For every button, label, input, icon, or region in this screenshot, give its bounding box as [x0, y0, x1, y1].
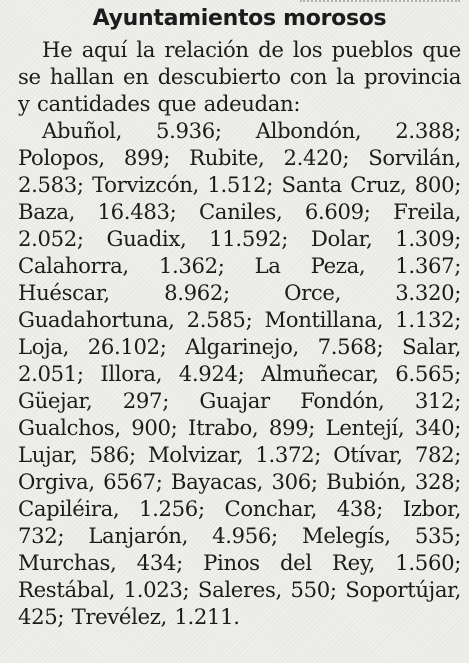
- debt-list-paragraph: Abuñol, 5.936; Albondón, 2.388; Polopos, 899; Rubite, 2.420; Sorvilán, 2.583; Torvizcón, 1.512; Santa Cruz, 800; Baza, 16.483; Caniles, 6.609; Freila, 2.052; Guadix, 11.592; Dolar, 1.309; Calahorra, 1.362; La Peza, 1.367; Huéscar, 8.962; Orce, 3.320; Guadahortuna, 2.585; Montillana, 1.132; Loja, 26.102; Algarinejo, 7.568; Salar, 2.051; Illora, 4.924; Almuñecar, 6.565; Güejar, 297; Guajar Fondón, 312; Gualchos, 900; Itrabo, 899; Lentejí, 340; Lujar, 586; Molvizar, 1.372; Otívar, 782; Orgiva, 6567; Bayacas, 306; Bubión, 328; Capiléira, 1.256; Conchar, 438; Izbor, 732; Lanjarón, 4.956; Melegís, 535; Murchas, 434; Pinos del Rey, 1.560; Restábal, 1.023; Saleres, 550; Soportújar, 425; Trevélez, 1.211.: [18, 118, 461, 629]
- top-rule: [300, 0, 460, 10]
- intro-paragraph: He aquí la relación de los pueblos que se hallan en descubierto con la provincia y cantidades que adeudan:: [18, 37, 461, 116]
- article-title: Ayuntamientos morosos: [92, 6, 387, 31]
- article-body: [18, 36, 461, 630]
